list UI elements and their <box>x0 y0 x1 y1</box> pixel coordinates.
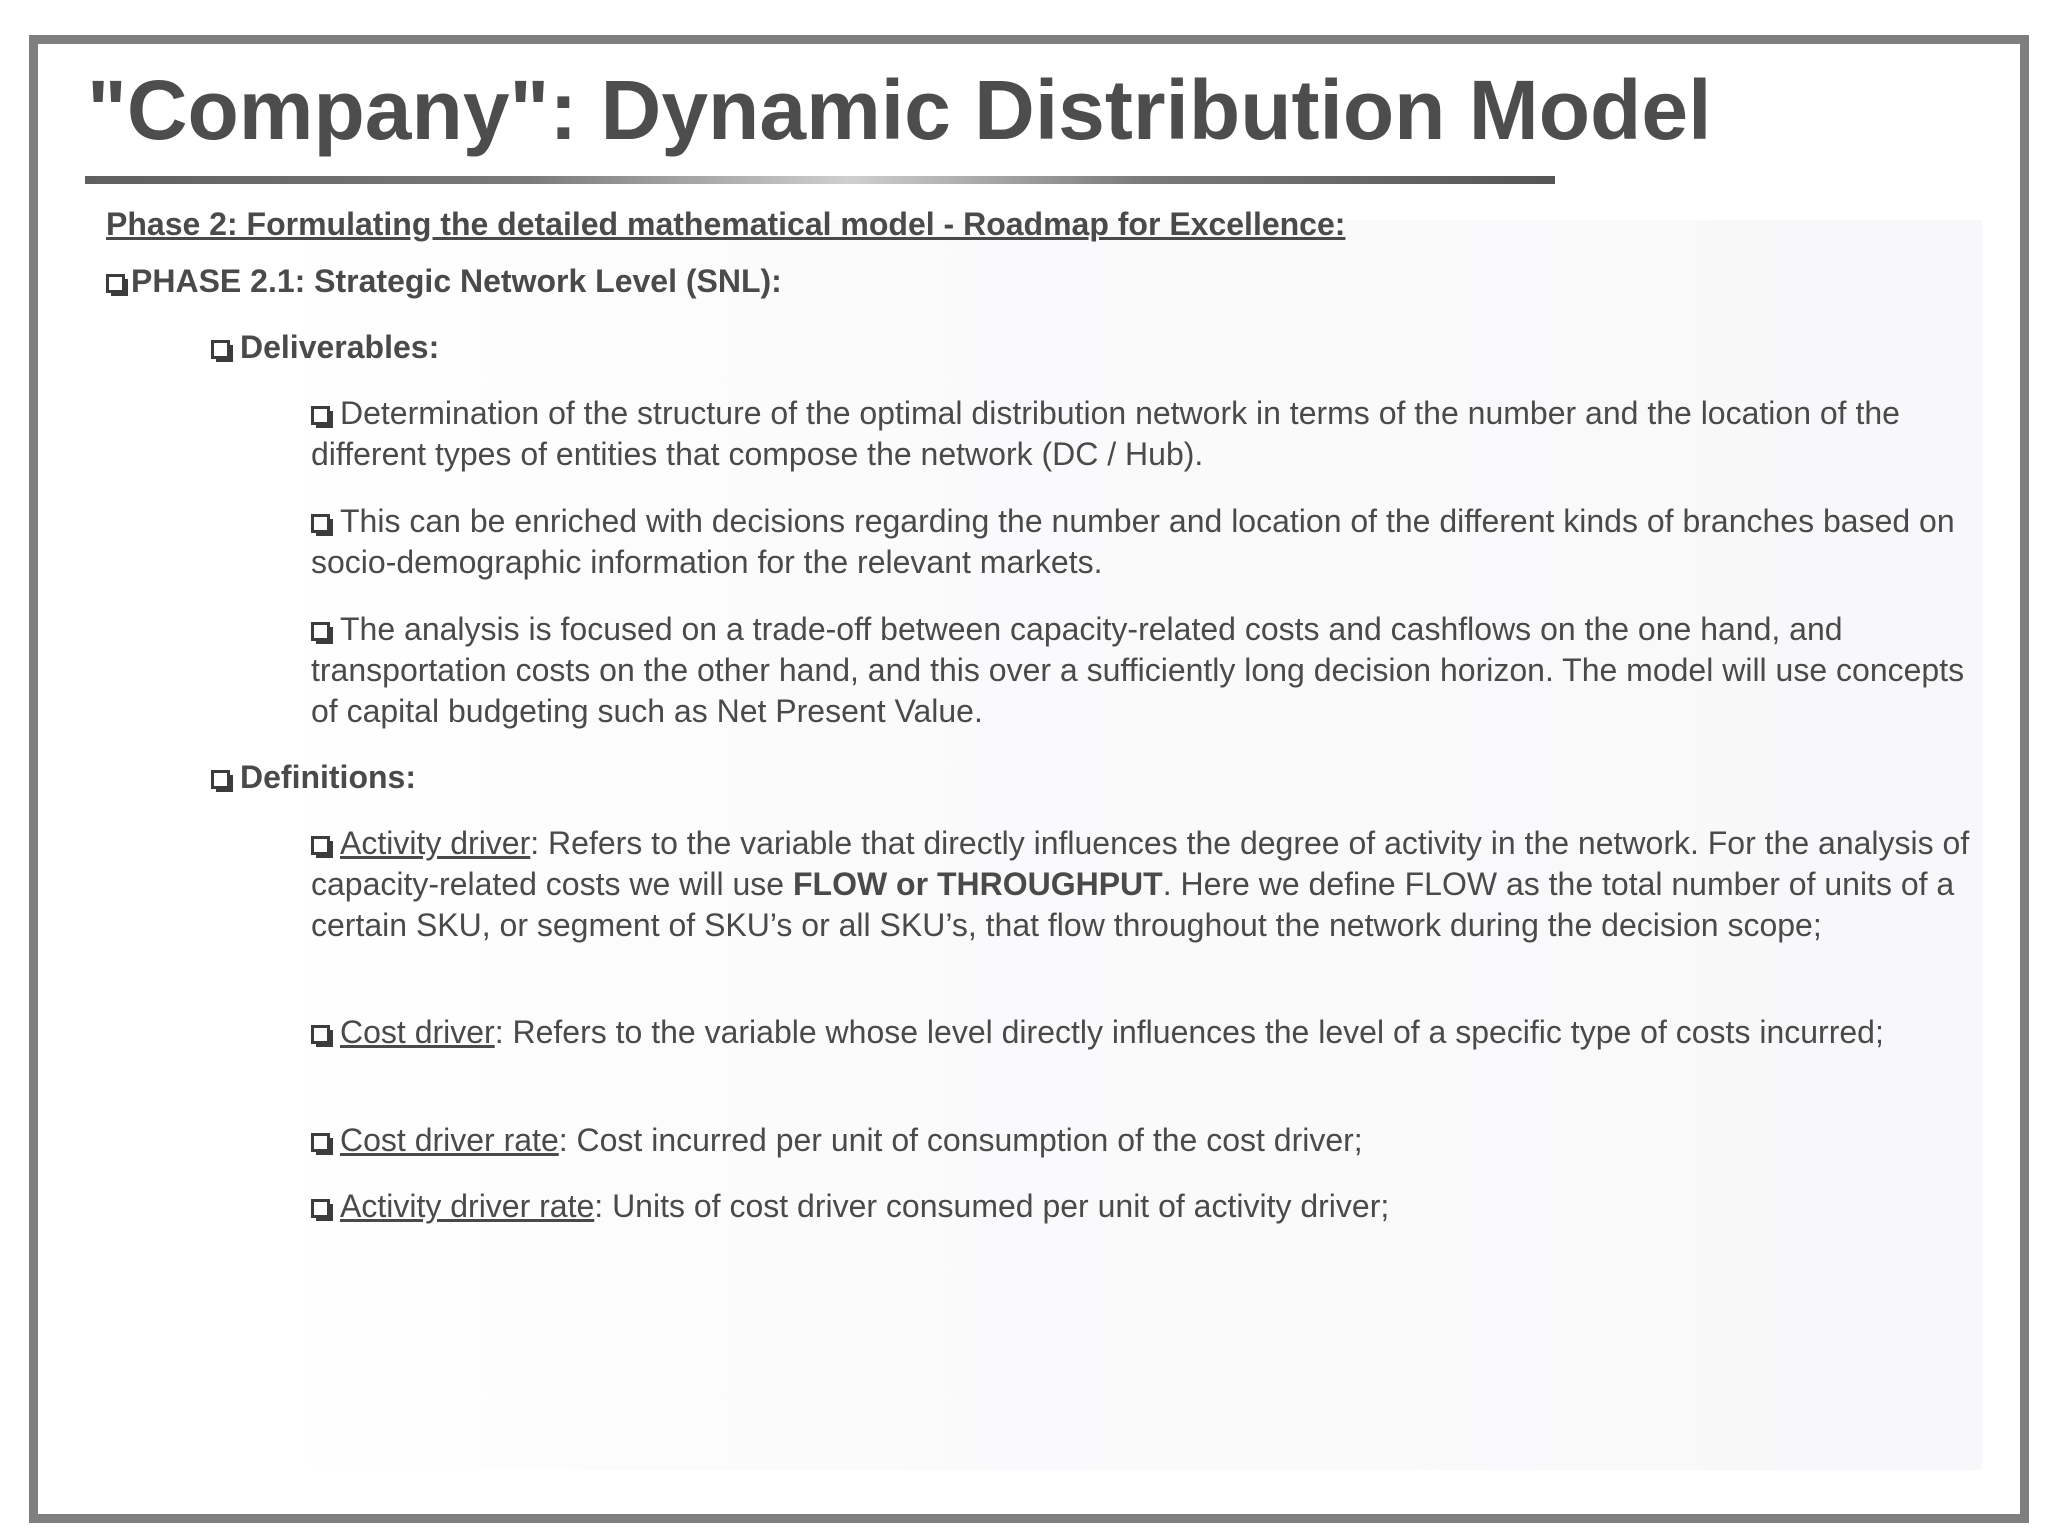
checkbox-outline-icon <box>311 1025 330 1044</box>
checkbox-outline-icon <box>311 622 330 641</box>
definitions-label: Definitions: <box>240 759 416 795</box>
definition-item-activity-driver <box>311 823 1981 946</box>
checkbox-outline-icon <box>311 406 330 425</box>
definition-emphasis: FLOW or THROUGHPUT <box>792 866 1163 902</box>
phase-heading: Phase 2: Formulating the detailed mathematical model - Roadmap for Excellence: <box>106 206 1346 242</box>
definition-text: : Refers to the variable that directly influences the degree of activity in the network. For the analysis of capacity-related costs we will use <box>311 825 1970 902</box>
deliverable-item <box>311 609 1981 732</box>
deliverable-text: Determination of the structure of the optimal distribution network in terms of the number and the location of the different types of entities that compose the network (DC / Hub). <box>311 395 1900 472</box>
definition-term: Activity driver rate <box>340 1188 595 1224</box>
checkbox-outline-icon <box>211 770 230 789</box>
deliverables-label: Deliverables: <box>240 329 440 365</box>
definition-term: Cost driver <box>340 1014 495 1050</box>
checkbox-outline-icon <box>311 836 330 855</box>
definition-item-activity-driver-rate <box>311 1186 1981 1227</box>
checkbox-outline-icon <box>106 274 125 293</box>
definition-text: : Refers to the variable whose level directly influences the level of a specific type of costs incurred; <box>494 1014 1884 1050</box>
checkbox-outline-icon <box>211 340 230 359</box>
phase-2-1-label: PHASE 2.1: Strategic Network Level (SNL): <box>131 263 782 299</box>
deliverable-item <box>311 501 1981 583</box>
deliverable-text: The analysis is focused on a trade-off between capacity-related costs and cashflows on the one hand, and transportation costs on the other hand, and this over a sufficiently long decision horizon. The model will use concepts of capital budgeting such as Net Present Value. <box>311 611 1965 729</box>
phase-2-1-item <box>106 261 782 302</box>
slide-title: "Company": Dynamic Distribution Model <box>87 63 1712 157</box>
definition-text: : Cost incurred per unit of consumption of the cost driver; <box>558 1122 1363 1158</box>
checkbox-outline-icon <box>311 1199 330 1218</box>
title-divider <box>85 176 1555 184</box>
definitions-heading <box>211 757 416 798</box>
definition-term: Cost driver rate <box>340 1122 559 1158</box>
definition-item-cost-driver-rate <box>311 1120 1981 1161</box>
definition-item-cost-driver <box>311 1012 1981 1053</box>
checkbox-outline-icon <box>311 514 330 533</box>
deliverable-item <box>311 393 1981 475</box>
definition-text: . Here we define FLOW as the total number of units of a certain SKU, or segment of SKU’s or all SKU’s, that flow throughout the network during the decision scope; <box>311 866 1955 943</box>
checkbox-outline-icon <box>311 1133 330 1152</box>
deliverable-text: This can be enriched with decisions regarding the number and location of the different kinds of branches based on socio-demographic information for the relevant markets. <box>311 503 1955 580</box>
definition-text: : Units of cost driver consumed per unit of activity driver; <box>594 1188 1390 1224</box>
deliverables-heading <box>211 327 439 368</box>
definition-term: Activity driver <box>340 825 531 861</box>
